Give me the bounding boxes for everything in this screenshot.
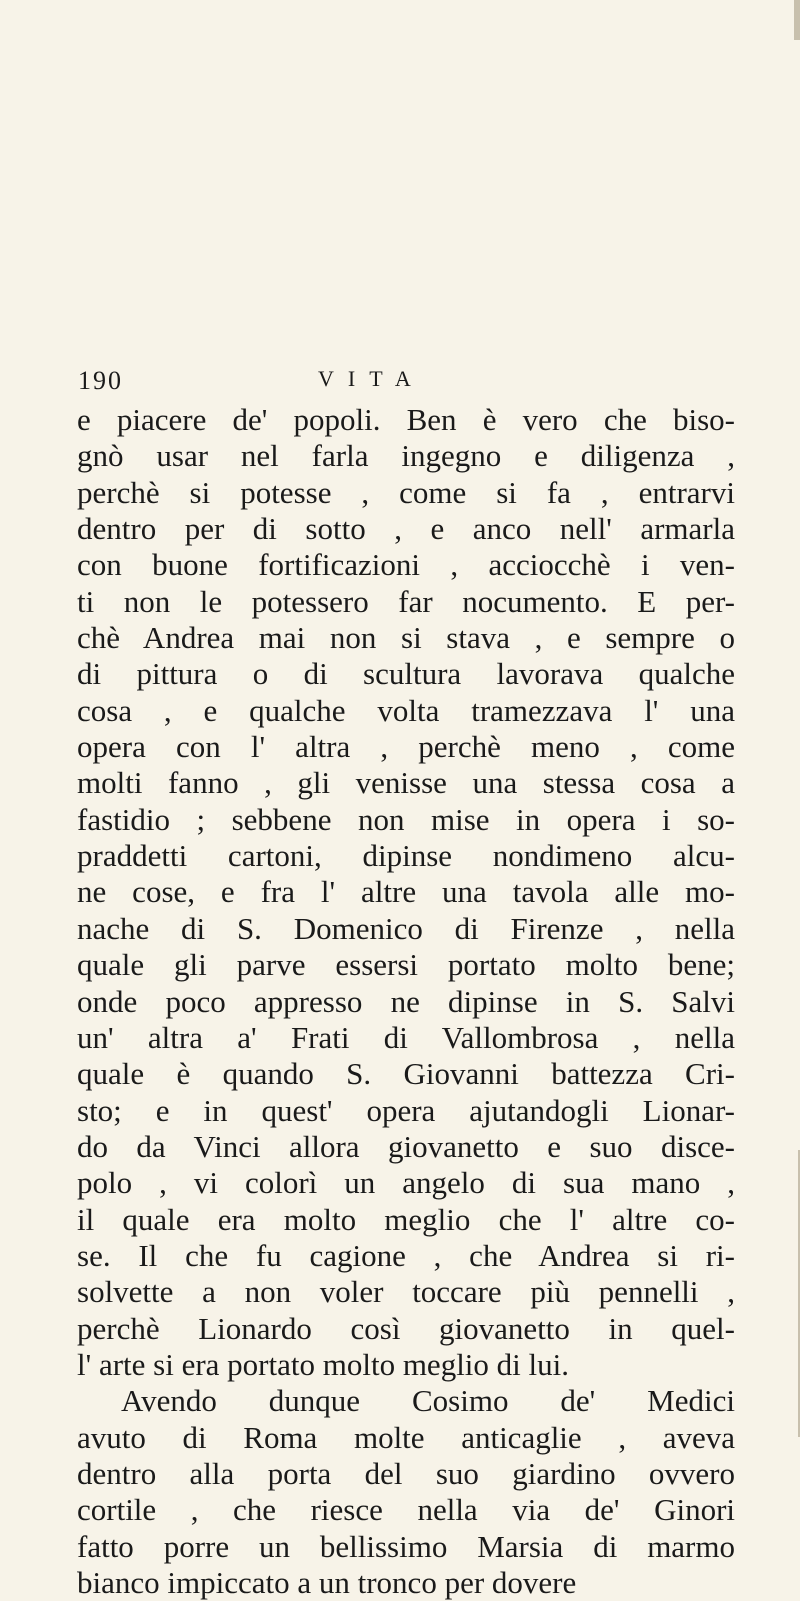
text-line: Avendo dunque Cosimo de' Medici: [121, 1383, 735, 1419]
text-line: quale è quando S. Giovanni battezza Cri-: [77, 1056, 735, 1092]
text-line: perchè Lionardo così giovanetto in quel-: [77, 1310, 735, 1346]
text-line: dentro per di sotto , e anco nell' armarla: [77, 511, 735, 547]
running-title: VITA: [318, 366, 425, 391]
text-line: cortile , che riesce nella via de' Ginori: [77, 1492, 735, 1528]
text-line: l' arte si era portato molto meglio di lui.: [77, 1346, 570, 1382]
text-line: fatto porre un bellissimo Marsia di marmo: [77, 1528, 735, 1564]
text-line: solvette a non voler toccare più pennelli ,: [77, 1274, 735, 1310]
text-line: polo , vi colorì un angelo di sua mano ,: [77, 1165, 735, 1201]
text-line: praddetti cartoni, dipinse nondimeno alcu-: [77, 838, 735, 874]
text-line: se. Il che fu cagione , che Andrea si ri-: [77, 1237, 735, 1273]
text-line: onde poco appresso ne dipinse in S. Salvi: [77, 983, 735, 1019]
text-line: bianco impiccato a un tronco per dovere: [77, 1565, 577, 1600]
text-line: il quale era molto meglio che l' altre co-: [77, 1201, 735, 1237]
page-edge-mark: [794, 0, 800, 40]
text-line: do da Vinci allora giovanetto e suo disce-: [77, 1128, 735, 1164]
text-line: sto; e in quest' opera ajutandogli Lionar-: [77, 1092, 735, 1128]
text-line: dentro alla porta del suo giardino ovvero: [77, 1455, 735, 1491]
text-line: e piacere de' popoli. Ben è vero che biso-: [77, 402, 735, 437]
text-line: un' altra a' Frati di Vallombrosa , nella: [77, 1019, 735, 1055]
text-line: ti non le potessero far nocumento. E per-: [77, 583, 735, 619]
text-line: quale gli parve essersi portato molto bene;: [77, 947, 735, 983]
text-line: con buone fortificazioni , acciocchè i ven-: [77, 547, 735, 583]
text-line: perchè si potesse , come si fa , entrarvi: [77, 474, 735, 510]
text-line: cosa , e qualche volta tramezzava l' una: [77, 692, 735, 728]
text-line: opera con l' altra , perchè meno , come: [77, 729, 735, 765]
text-line: gnò usar nel farla ingegno e diligenza ,: [77, 438, 735, 474]
text-line: chè Andrea mai non si stava , e sempre o: [77, 620, 735, 656]
page-number: 190: [78, 366, 123, 395]
text-line: avuto di Roma molte anticaglie , aveva: [77, 1419, 735, 1455]
text-line: ne cose, e fra l' altre una tavola alle mo-: [77, 874, 735, 910]
text-line: nache di S. Domenico di Firenze , nella: [77, 910, 735, 946]
body-text: [77, 402, 735, 1601]
page-header: [78, 366, 678, 406]
text-line: fastidio ; sebbene non mise in opera i so-: [77, 801, 735, 837]
text-line: di pittura o di scultura lavorava qualche: [77, 656, 735, 692]
text-line: molti fanno , gli venisse una stessa cosa a: [77, 765, 735, 801]
